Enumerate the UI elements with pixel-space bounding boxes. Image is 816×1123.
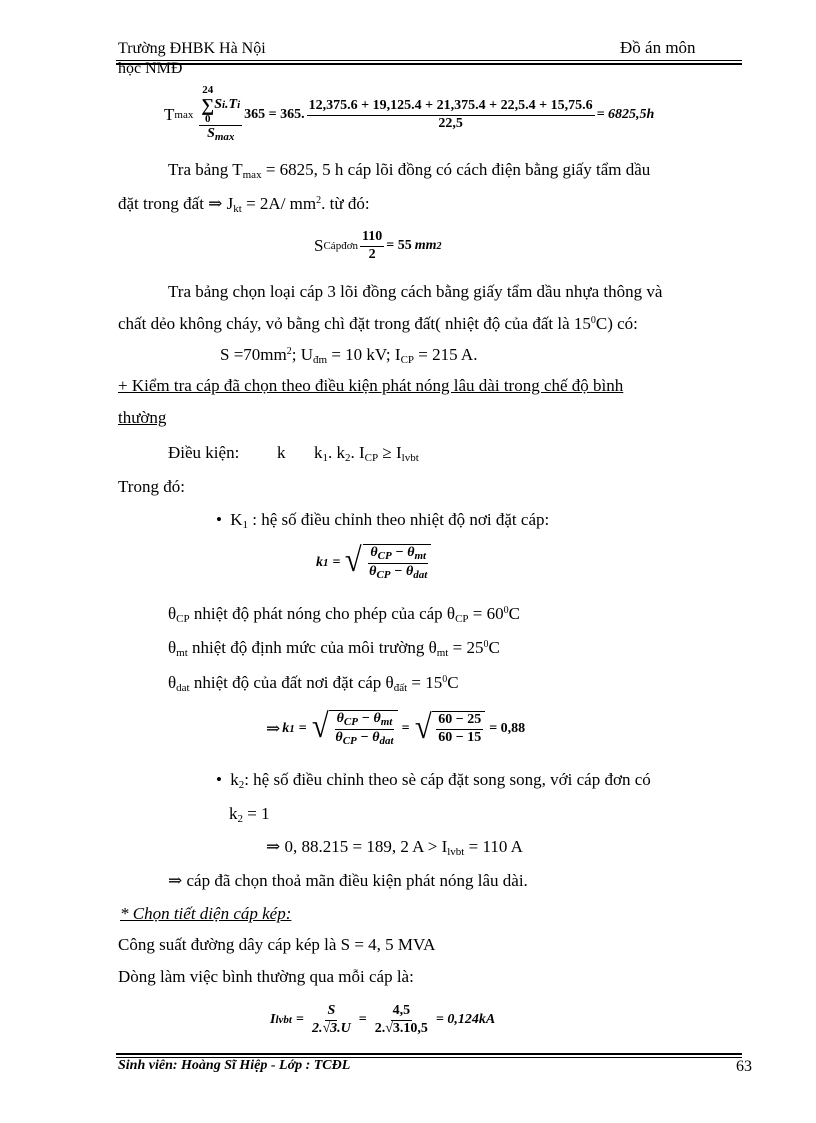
equation-tmax	[164, 80, 654, 150]
header-project: Đồ án môn	[620, 38, 696, 57]
header-project-cont: học NMĐ	[118, 60, 183, 77]
conclusion: ⇒ cáp đã chọn thoả mãn điều kiện phát nóng lâu dài.	[168, 871, 528, 890]
condition-expr: $k_1$. $k_2$. $I_{CP} \ge I_{lvbt}$	[314, 443, 419, 464]
sum-term2: .T	[225, 97, 238, 112]
theta-line-mt: $\theta_{mt}$ nhiệt độ định mức của môi trường $\theta_{mt} = 25^0C$	[168, 638, 500, 659]
sum-term: S	[214, 97, 222, 112]
footer-rule-1	[116, 1053, 742, 1055]
power-line: Công suất đường dây cáp kép là S = 4, 5 MVA	[118, 935, 436, 954]
eq-tmax-den: S	[207, 126, 215, 142]
eq-tmax-result: = 6825,5h	[596, 107, 655, 122]
k2-item: • $k_2$: hệ số điều chỉnh theo sè cáp đặt song song, với cáp đơn có	[216, 770, 651, 791]
eq-tmax-lhs-sub: max	[174, 109, 194, 121]
condition-k: k	[277, 443, 286, 462]
para2-line1: Tra bảng chọn loại cáp 3 lõi đồng cách bằng giấy tẩm dầu nhựa thông và	[168, 282, 663, 301]
sum-term-sub: i	[221, 98, 226, 111]
check-heading-line2: thường	[118, 408, 167, 427]
eq-tmax-frac2	[307, 98, 595, 133]
para2-line2: chất dẻo không cháy, vỏ bằng chì đặt trong đất( nhiệt độ của đất là $15^0C$) có:	[118, 314, 638, 333]
eq-s-frac: $\frac{110}{2}$	[362, 228, 383, 262]
check-heading-line1: + Kiểm tra cáp đã chọn theo điều kiện phát nóng lâu dài trong chế độ bình	[118, 376, 624, 395]
footer-page-number: 63	[736, 1058, 752, 1075]
sum-upper: 24	[202, 84, 214, 97]
footer-student: Sinh viên: Hoàng Sĩ Hiệp - Lớp : TCĐL	[118, 1058, 351, 1073]
sum-term2-sub: i	[237, 98, 241, 111]
equation-s: S Cápđơn $\frac{110}{2}$ = 55 mm 2	[314, 228, 442, 262]
sum-lower: 0	[205, 113, 211, 126]
eq-tmax-lhs: T	[164, 105, 175, 124]
trong-do: Trong đó:	[118, 477, 185, 496]
header-rule-2	[116, 63, 742, 65]
para1-line1: Tra bảng $T_{max} = 6825$, 5 h cáp lõi đồng có cách điện bằng giấy tẩm dầu	[168, 160, 651, 181]
theta-line-cp: $\theta_{CP}$ nhiệt độ phát nóng cho phép của cáp $\theta_{CP} = 60^0C$	[168, 604, 520, 625]
result-line: ⇒ 0, 88.215 = 189, 2 $A > I_{lvbt} = 110$ A	[266, 837, 523, 858]
equation-i: I lvbt = $\frac{S}{2.√3.U}$ = $\frac{4,5}{2.√3.10,5}$ = 0,124kA	[270, 1002, 496, 1036]
para2-line3: $S =70mm^2$; $U_{đm} = 10$ kV; $I_{CP} = 215$ A.	[220, 345, 478, 366]
current-line: Dòng làm việc bình thường qua mỗi cáp là:	[118, 967, 414, 986]
k2-value: $k_2 = 1$	[229, 804, 270, 825]
condition-label: Điều kiện:	[168, 443, 240, 462]
header-rule-1	[116, 60, 742, 61]
eq-tmax-mid: 365 = 365.	[244, 107, 305, 122]
equation-k1: k 1 = √ $\frac{\theta_{CP} - \theta_{mt}}{\theta_{CP} - \theta_{dat}}$	[316, 538, 431, 588]
eq-tmax-frac1: 24 ∑ 0 S i .T i $S_{max}$	[201, 84, 241, 144]
header-school: Trường ĐHBK Hà Nội	[118, 40, 266, 57]
eq-tmax-den-sub: max	[214, 131, 235, 144]
equation-k1-value: ⇒ k 1 = √ $\frac{\theta_{CP} - \theta_{mt}}{\theta_{CP} - \theta_{dat}}$ = √ $\frac{60 - 25}{60 - 15}$ = 0,88	[266, 707, 526, 747]
k1-item: • $K_1$ : hệ số điều chỉnh theo nhiệt độ nơi đặt cáp:	[216, 510, 549, 531]
section2-heading: * Chọn tiết diện cáp kép:	[120, 904, 292, 923]
para1-line2: đặt trong đất ⇒ $J_{kt} = 2A/$ $mm^2$. từ đó:	[118, 194, 370, 215]
eq-tmax-den2: 22,5	[438, 115, 463, 131]
theta-line-dat: $\theta_{dat}$ nhiệt độ của đất nơi đặt cáp $\theta_{đất} = 15^0C$	[168, 673, 459, 694]
eq-tmax-num2: 12,375.6 + 19,125.4 + 21,375.4 + 22,5.4 + 15,75.6	[307, 98, 595, 116]
